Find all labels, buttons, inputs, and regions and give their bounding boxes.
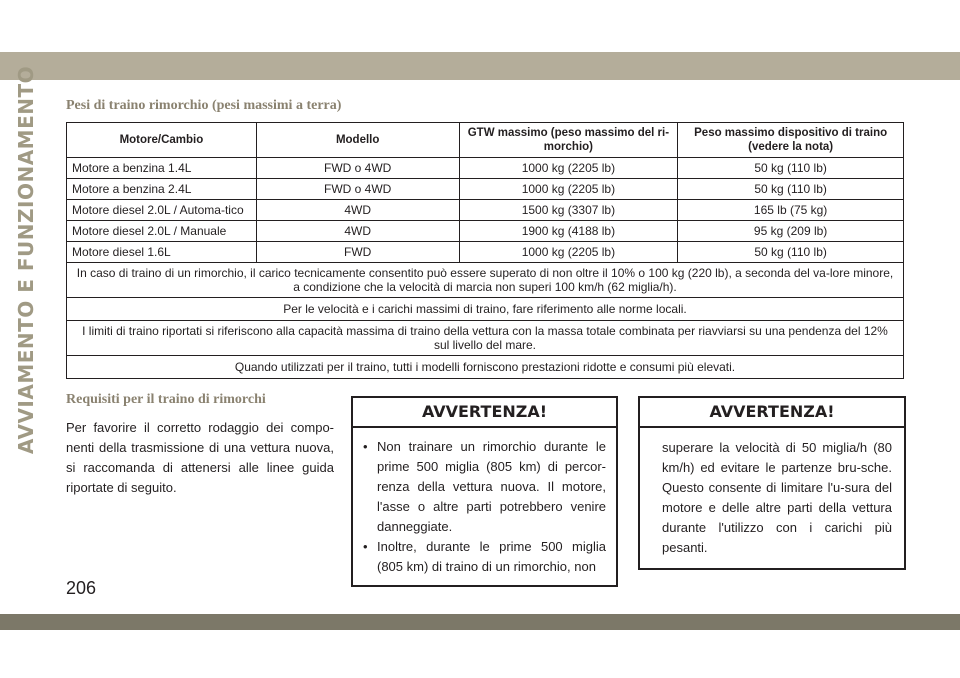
- towing-weights-table: [66, 122, 904, 379]
- header-model: Modello: [256, 123, 459, 158]
- cell-tongue-weight: 50 kg (110 lb): [678, 158, 904, 179]
- requirements-body: Per favorire il corretto rodaggio dei compo-nenti della trasmissione di una vettura nuova, si raccomanda di attenersi alle linee guida riportate di seguito.: [66, 420, 334, 495]
- table-note-row: [67, 298, 904, 321]
- table-row: [67, 179, 904, 200]
- header-max-gtw: GTW massimo (peso massimo del ri-morchio): [459, 123, 678, 158]
- table-row: [67, 242, 904, 263]
- cell-gtw: 1000 kg (2205 lb): [459, 179, 678, 200]
- warning-box-2: [638, 396, 906, 570]
- cell-tongue-weight: 165 lb (75 kg): [678, 200, 904, 221]
- cell-engine: Motore diesel 2.0L / Automa-tico: [67, 200, 257, 221]
- warning-heading: AVVERTENZA!: [353, 398, 616, 428]
- bullet-icon: •: [363, 439, 368, 454]
- page-number: 206: [66, 578, 97, 598]
- warning-box-1: [351, 396, 618, 587]
- cell-gtw: 1000 kg (2205 lb): [459, 242, 678, 263]
- cell-engine: Motore diesel 1.6L: [67, 242, 257, 263]
- top-margin: [0, 0, 960, 52]
- requirements-title: Requisiti per il traino di rimorchi: [66, 392, 266, 407]
- bullet-icon: •: [363, 539, 368, 554]
- warning-list: [361, 437, 606, 577]
- cell-gtw: 1500 kg (3307 lb): [459, 200, 678, 221]
- cell-engine: Motore a benzina 1.4L: [67, 158, 257, 179]
- table-row: [67, 221, 904, 242]
- note-gradient-capacity: I limiti di traino riportati si riferiscono alla capacità massima di traino della vettura con la massa totale combinata per riavviarsi su una pendenza del 12% sul livello del mare.: [67, 321, 904, 356]
- note-local-regulations: Per le velocità e i carichi massimi di traino, fare riferimento alle norme locali.: [67, 298, 904, 321]
- header-engine: Motore/Cambio: [67, 123, 257, 158]
- note-reduced-performance: Quando utilizzati per il traino, tutti i modelli forniscono prestazioni ridotte e consumi più elevati.: [67, 356, 904, 379]
- table-header-row: [67, 123, 904, 158]
- cell-gtw: 1900 kg (4188 lb): [459, 221, 678, 242]
- header-max-tongue-weight: Peso massimo dispositivo di traino (vedere la nota): [678, 123, 904, 158]
- table-note-row: [67, 263, 904, 298]
- cell-model: 4WD: [256, 200, 459, 221]
- cell-model: FWD: [256, 242, 459, 263]
- cell-engine: Motore a benzina 2.4L: [67, 179, 257, 200]
- footer-stripe: [0, 614, 960, 630]
- table-note-row: [67, 356, 904, 379]
- cell-engine: Motore diesel 2.0L / Manuale: [67, 221, 257, 242]
- cell-tongue-weight: 50 kg (110 lb): [678, 179, 904, 200]
- warning-item-text: Non trainare un rimorchio durante le prime 500 miglia (805 km) di percor-renza della vettura nuova. Il motore, l'asse o altre parti potrebbero venire danneggiate.: [377, 439, 606, 534]
- cell-tongue-weight: 50 kg (110 lb): [678, 242, 904, 263]
- warning-heading: AVVERTENZA!: [640, 398, 904, 428]
- cell-model: FWD o 4WD: [256, 179, 459, 200]
- chapter-side-label-text: AVVIAMENTO E FUNZIONAMENTO: [14, 65, 38, 455]
- cell-model: FWD o 4WD: [256, 158, 459, 179]
- cell-gtw: 1000 kg (2205 lb): [459, 158, 678, 179]
- warning-continuation-text: superare la velocità di 50 miglia/h (80 km/h) ed evitare le partenze bru-sche. Questo consente di limitare l'u-sura del motore e delle altre parti della vettura durante l'utilizzo con i carichi più pesanti.: [662, 440, 892, 555]
- cell-model: 4WD: [256, 221, 459, 242]
- towing-table-title: Pesi di traino rimorchio (pesi massimi a terra): [66, 98, 342, 113]
- warning-item: [361, 537, 606, 577]
- note-load-tolerance: In caso di traino di un rimorchio, il carico tecnicamente consentito può essere superato di non oltre il 10% o 100 kg (220 lb), a seconda del va-lore minore, a condizione che la velocità di marcia non superi 100 km/h (62 miglia/h).: [67, 263, 904, 298]
- table-note-row: [67, 321, 904, 356]
- warning-item-text: Inoltre, durante le prime 500 miglia (805 km) di traino di un rimorchio, non: [377, 539, 606, 574]
- table-row: [67, 158, 904, 179]
- table-row: [67, 200, 904, 221]
- warning-item: [361, 437, 606, 537]
- cell-tongue-weight: 95 kg (209 lb): [678, 221, 904, 242]
- header-stripe: [0, 52, 960, 80]
- chapter-side-label: [6, 65, 46, 455]
